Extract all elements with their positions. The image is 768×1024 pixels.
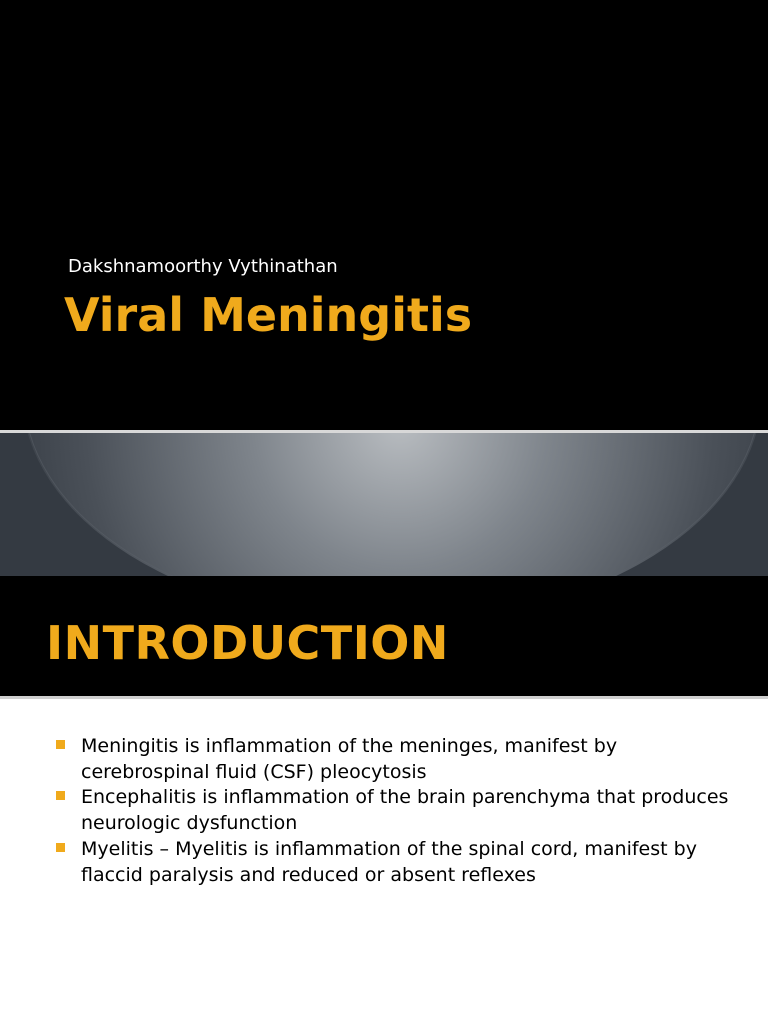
bullet-text: Encephalitis is inflammation of the brain parenchyma that produces neurologic dysfunction (81, 786, 729, 835)
square-bullet-icon (56, 791, 65, 800)
bullet-list (54, 734, 734, 888)
bullet-text: Myelitis – Myelitis is inflammation of the spinal cord, manifest by flaccid paralysis and reduced or absent reflexes (81, 837, 697, 886)
author-name: Dakshnamoorthy Vythinathan (68, 256, 338, 277)
list-item (54, 785, 734, 836)
bullet-text: Meningitis is inflammation of the meninges, manifest by cerebrospinal fluid (CSF) pleocytosis (81, 735, 618, 783)
presentation-title: Viral Meningitis (64, 288, 473, 342)
section-title: INTRODUCTION (46, 616, 449, 670)
list-item (54, 734, 734, 785)
title-slide (0, 0, 768, 432)
list-item (54, 837, 734, 888)
square-bullet-icon (56, 740, 65, 749)
square-bullet-icon (56, 843, 65, 852)
decorative-band (0, 433, 768, 576)
band-graphic (0, 433, 768, 576)
